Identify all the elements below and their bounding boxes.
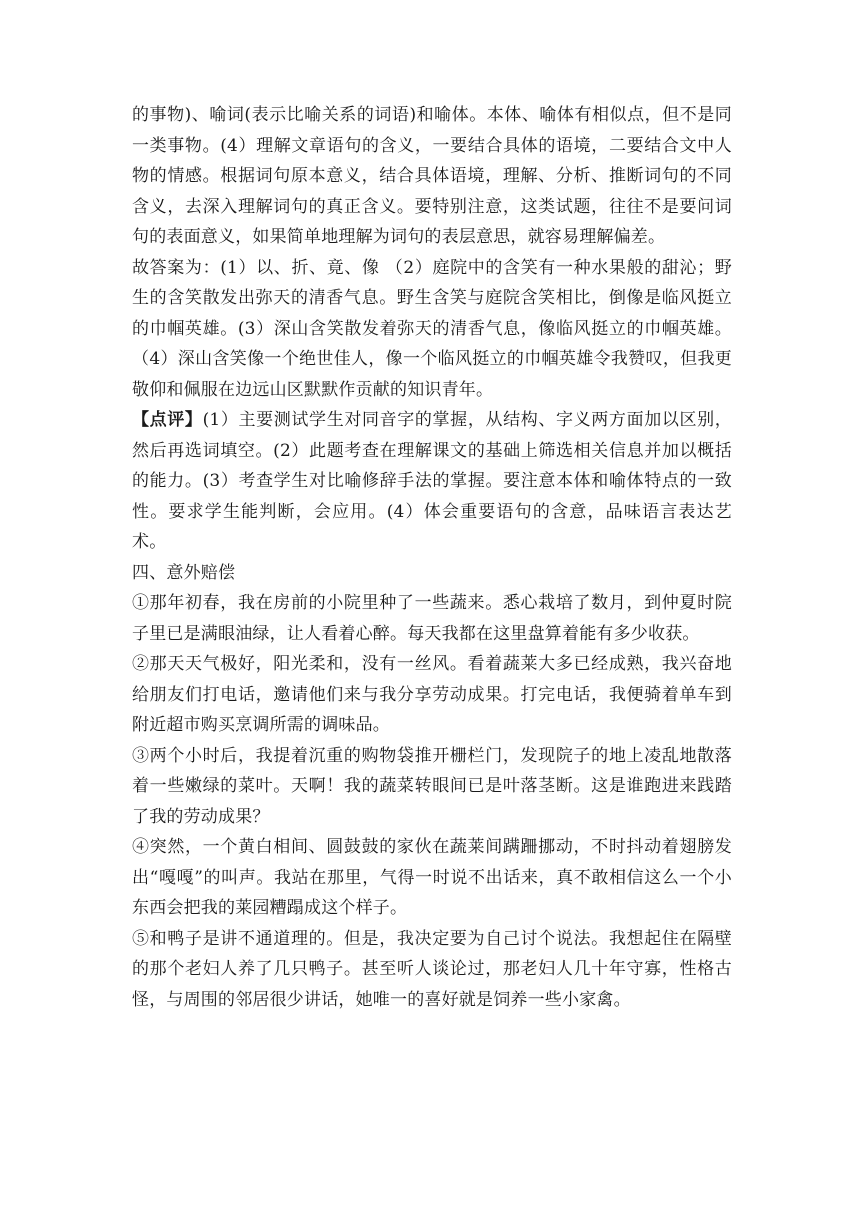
paragraph-review [132,405,732,558]
paragraph-text: ③两个小时后，我提着沉重的购物袋推开栅栏门，发现院子的地上凌乱地散落着一些嫩绿的菜叶。天啊！我的蔬菜转眼间已是叶落茎断。这是谁跑进来践踏了我的劳动成果？ [132,745,732,827]
story-paragraph-1 [132,588,732,649]
section-heading-text: 四、意外赔偿 [132,562,236,583]
paragraph-text: (1）主要测试学生对同音字的掌握，从结构、字义两方面加以区别，然后再选词填空。(2）此题考查在理解课文的基础上筛选相关信息并加以概括的能力。(3）考查学生对比喻修辞手法的掌握。要注意本体和喻体特点的一致性。要求学生能判断，会应用。(4）体会重要语句的含意，品味语言表达艺术。 [132,410,732,552]
story-paragraph-4 [132,832,732,924]
story-paragraph-5 [132,924,732,1016]
document-page [132,100,732,1015]
paragraph-text: 的事物)、喻词(表示比喻关系的词语)和喻体。本体、喻体有相似点，但不是同一类事物。(4）理解文章语句的含义，一要结合具体的语境，二要结合文中人物的情感。根据词句原本意义，结合具体语境，理解、分析、推断词句的不同含义，去深入理解词句的真正含义。要特别注意，这类试题，往往不是要问词句的表面意义，如果简单地理解为词句的表层意思，就容易理解偏差。 [132,105,732,247]
story-paragraph-2 [132,649,732,741]
story-paragraph-3 [132,741,732,833]
review-tag: 【点评】 [132,410,203,430]
paragraph-text: ④突然，一个黄白相间、圆鼓鼓的家伙在蔬莱间蹒跚挪动，不时抖动着翅膀发出“嘎嘎”的叫声。我站在那里，气得一时说不出话来，真不敢相信这么一个小东西会把我的莱园糟蹋成这个样子。 [132,837,732,918]
paragraph-text: 故答案为：(1）以、折、竟、像 （2）庭院中的含笑有一种水果般的甜沁；野生的含笑散发出弥天的清香气息。野生含笑与庭院含笑相比，倒像是临风挺立的巾帼英雄。(3）深山含笑散发着弥天的清香气息，像临风挺立的巾帼英雄。 （4）深山含笑像一个绝世佳人，像一个临风挺立的巾帼英雄令我赞叹，但我更敬仰和佩服在边远山区默默作贡献的知识青年。 [132,257,732,400]
section-heading [132,558,732,589]
paragraph-analysis-continuation [132,100,732,253]
paragraph-text: ①那年初春，我在房前的小院里种了一些蔬来。悉心栽培了数月，到仲夏时院子里已是满眼油绿，让人看着心醉。每天我都在这里盘算着能有多少收获。 [132,593,732,644]
paragraph-text: ②那天天气极好，阳光柔和，没有一丝风。看着蔬莱大多已经成熟，我兴奋地给朋友们打电话，邀请他们来与我分享劳动成果。打完电话，我便骑着单车到附近超市购买烹调所需的调味品。 [132,654,732,735]
paragraph-text: ⑤和鸭子是讲不通道理的。但是，我决定要为自己讨个说法。我想起住在隔壁的那个老妇人养了几只鸭子。甚至听人谈论过，那老妇人几十年守寡，性格古怪，与周围的邻居很少讲话，她唯一的喜好就是饲养一些小家禽。 [132,928,732,1010]
paragraph-answer [132,253,732,406]
